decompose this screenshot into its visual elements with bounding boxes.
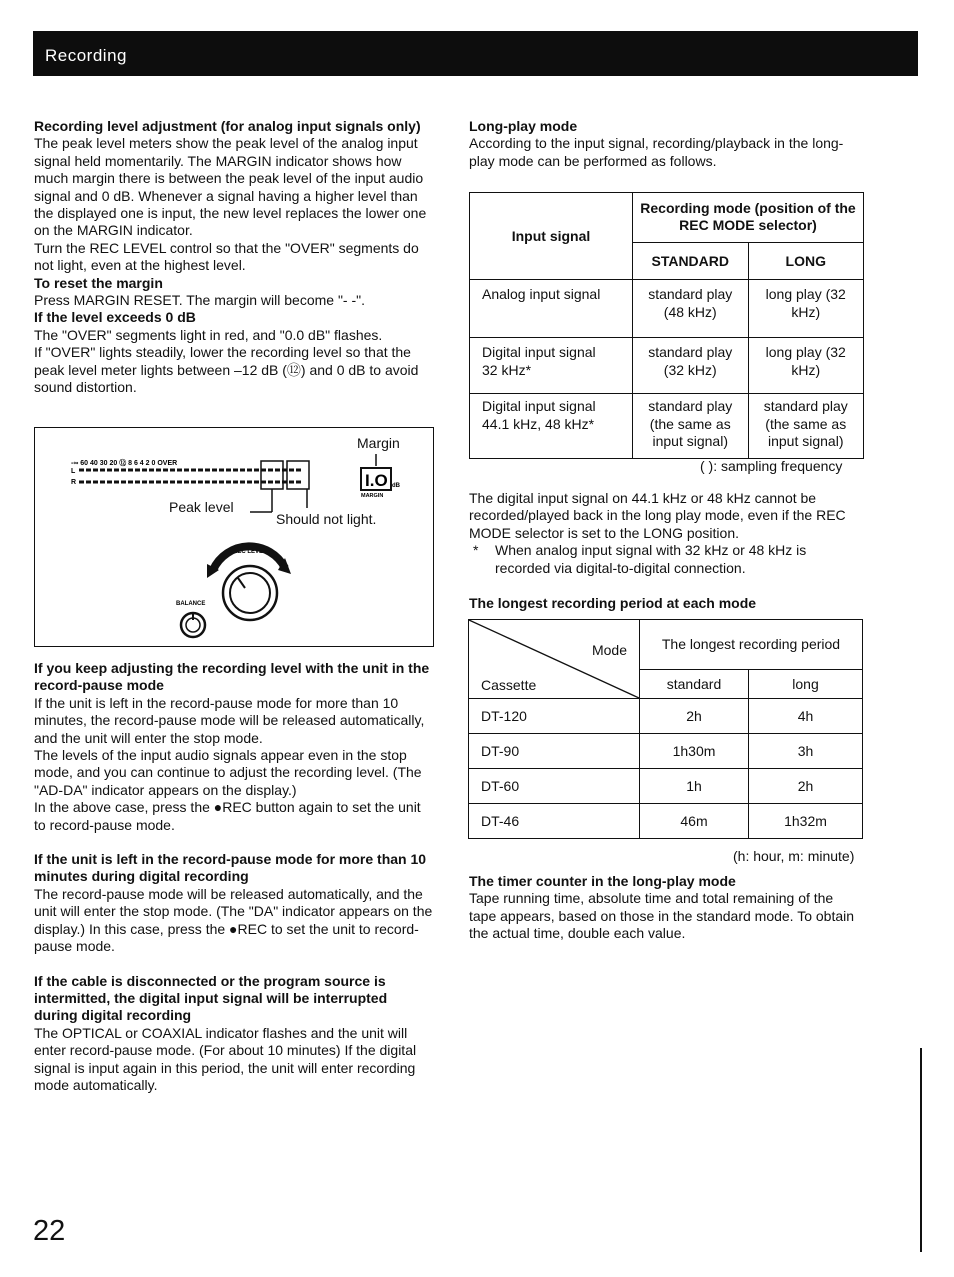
para-long-play: According to the input signal, recording/playback in the long-play mode can be performed as follows.: [469, 135, 844, 169]
para-reset-margin: Press MARGIN RESET. The margin will become "- -".: [34, 292, 365, 309]
table-row-long: standard play (the same as input signal): [748, 394, 864, 459]
long-play-table: [469, 192, 864, 459]
input-signal-header: Input signal: [470, 193, 633, 280]
para-record-pause-2: The levels of the input audio signals appear even in the stop mode, and you can continue to adjust the recording level. (The "AD-DA" indicator appears on the display.): [34, 747, 422, 798]
standard-col-header: standard: [640, 669, 749, 698]
period-header: The longest recording period: [640, 620, 863, 670]
table-row-cassette: DT-46: [469, 804, 640, 839]
table-row-long: long play (32 kHz): [748, 338, 864, 394]
table-row-standard: 1h30m: [640, 734, 749, 769]
heading-long-play: Long-play mode: [469, 118, 578, 134]
long-col-header: LONG: [748, 242, 864, 279]
should-not-light-label: Should not light.: [276, 511, 377, 527]
para-exceed-2: If "OVER" lights steadily, lower the recording level so that the peak level meter lights between –12 dB (⑫) and 0 dB to avoid sound distortion.: [34, 344, 419, 396]
para-rec-level: Turn the REC LEVEL control so that the "OVER" segments do not light, even at the highest level.: [34, 239, 419, 274]
channel-l-label: L: [71, 468, 76, 475]
table-row-standard: 1h: [640, 769, 749, 804]
units-note: (h: hour, m: minute): [733, 848, 855, 864]
long-col-header: long: [749, 669, 863, 698]
heading-timer-counter: The timer counter in the long-play mode: [469, 873, 736, 889]
over-segment-box: [287, 461, 309, 489]
table-row-standard: 46m: [640, 804, 749, 839]
table-row-cassette: DT-60: [469, 769, 640, 804]
para-exceed: The "OVER" segments light in red, and "0.0 dB" flashes.: [34, 326, 383, 343]
heading-record-pause: If you keep adjusting the recording level with the unit in the record-pause mode: [34, 660, 430, 694]
para-timer-counter: Tape running time, absolute time and total remaining of the tape appears, based on those in the standard mode. To obtain the actual time, double each value.: [469, 890, 855, 942]
heading-longest-period: The longest recording period at each mode: [469, 595, 757, 611]
asterisk-note: [469, 542, 854, 577]
asterisk-note-text: When analog input signal with 32 kHz or 48 kHz is recorded via digital-to-digital connection.: [495, 542, 807, 576]
db-small-label: dB: [392, 483, 400, 489]
level-meter-illustration: [35, 428, 433, 646]
page-edge-line: [920, 1048, 922, 1252]
table-row-cassette: DT-90: [469, 734, 640, 769]
para-cable-disconnected: The OPTICAL or COAXIAL indicator flashes and the unit will enter record-pause mode. (For about 10 minutes) If the digital signal is input again in this period, the unit will enter recording mode automatically.: [34, 1024, 417, 1093]
sampling-frequency-note: ( ): sampling frequency: [700, 458, 843, 474]
channel-r-label: R: [71, 479, 77, 486]
table-row-long: 3h: [749, 734, 863, 769]
table-row-long: long play (32 kHz): [748, 280, 864, 338]
standard-col-header: STANDARD: [633, 242, 749, 279]
mode-cassette-corner: [469, 620, 640, 699]
table-row-long: 1h32m: [749, 804, 863, 839]
margin-digits: I.O: [365, 471, 388, 490]
longest-period-table: [468, 619, 863, 839]
timer-counter-block: [469, 873, 864, 943]
table-row-standard: 2h: [640, 699, 749, 734]
mode-label: Mode: [591, 642, 627, 658]
heading-reset-margin: To reset the margin: [34, 274, 163, 291]
right-column-top: [469, 118, 849, 170]
peak-level-label: Peak level: [169, 499, 234, 515]
cassette-label: Cassette: [481, 677, 537, 693]
meter-scale: -∞ 60 40 30 20 ⑫ 8 6 4 2 0 OVER: [71, 460, 178, 467]
heading-digital-pause: If the unit is left in the record-pause mode for more than 10 minutes during digital recording: [34, 851, 427, 885]
balance-label: BALANCE: [176, 601, 206, 607]
level-meter-figure: [34, 427, 434, 647]
para-record-pause: If the unit is left in the record-pause mode for more than 10 minutes, the record-pause mode will be released automatically, and the unit will enter the stop mode.: [34, 694, 425, 746]
rec-level-label: REC LEVEL: [233, 549, 267, 555]
table-row-standard: standard play (the same as input signal): [633, 394, 749, 459]
table-row-cassette: DT-120: [469, 699, 640, 734]
table-row-standard: standard play (48 kHz): [633, 280, 749, 338]
table-row-input: Digital input signal 32 kHz*: [470, 338, 633, 394]
left-column-lower: [34, 660, 434, 1094]
table-row-input: Digital input signal 44.1 kHz, 48 kHz*: [470, 394, 633, 459]
para-digital-note: The digital input signal on 44.1 kHz or 48 kHz cannot be recorded/played back in the long play mode, even if the REC MODE selector is set to the LONG position.: [469, 490, 846, 541]
page-number: 22: [33, 1215, 66, 1247]
section-title: Recording: [45, 46, 127, 65]
table-row-input: Analog input signal: [470, 280, 633, 338]
rec-level-knob: [223, 566, 277, 620]
table-row-long: 4h: [749, 699, 863, 734]
margin-label: Margin: [357, 435, 400, 451]
peak-segment-box: [261, 461, 283, 489]
digital-note-block: [469, 490, 854, 577]
left-column: [34, 118, 434, 397]
para-peak-meters: The peak level meters show the peak level of the analog input signal held momentarily. The MARGIN indicator shows how much margin there is between the peak level of the input audio signal and 0 dB. Whenever a signal having a higher level than the displayed one is input, the new level replaces the lower one on the MARGIN indicator.: [34, 135, 427, 239]
table-row-long: 2h: [749, 769, 863, 804]
header-bar: [33, 31, 918, 76]
heading-cable-disconnected: If the cable is disconnected or the program source is intermitted, the digital input signal will be interrupted during digital recording: [34, 972, 388, 1024]
para-digital-pause: The record-pause mode will be released automatically, and the unit will enter the stop mode. (The "DA" indicator appears on the display.) In this case, press the ●REC to set the unit to record-pause mode.: [34, 885, 433, 955]
table-row-standard: standard play (32 kHz): [633, 338, 749, 394]
margin-small-label: MARGIN: [361, 493, 384, 499]
heading-exceed: If the level exceeds 0 dB: [34, 309, 196, 326]
heading-level-adjustment: Recording level adjustment (for analog input signals only): [34, 118, 421, 134]
asterisk-mark: *: [473, 542, 479, 559]
recording-mode-header: Recording mode (position of the REC MODE selector): [633, 193, 864, 243]
para-record-pause-3: In the above case, press the ●REC button again to set the unit to record-pause mode.: [34, 799, 421, 833]
